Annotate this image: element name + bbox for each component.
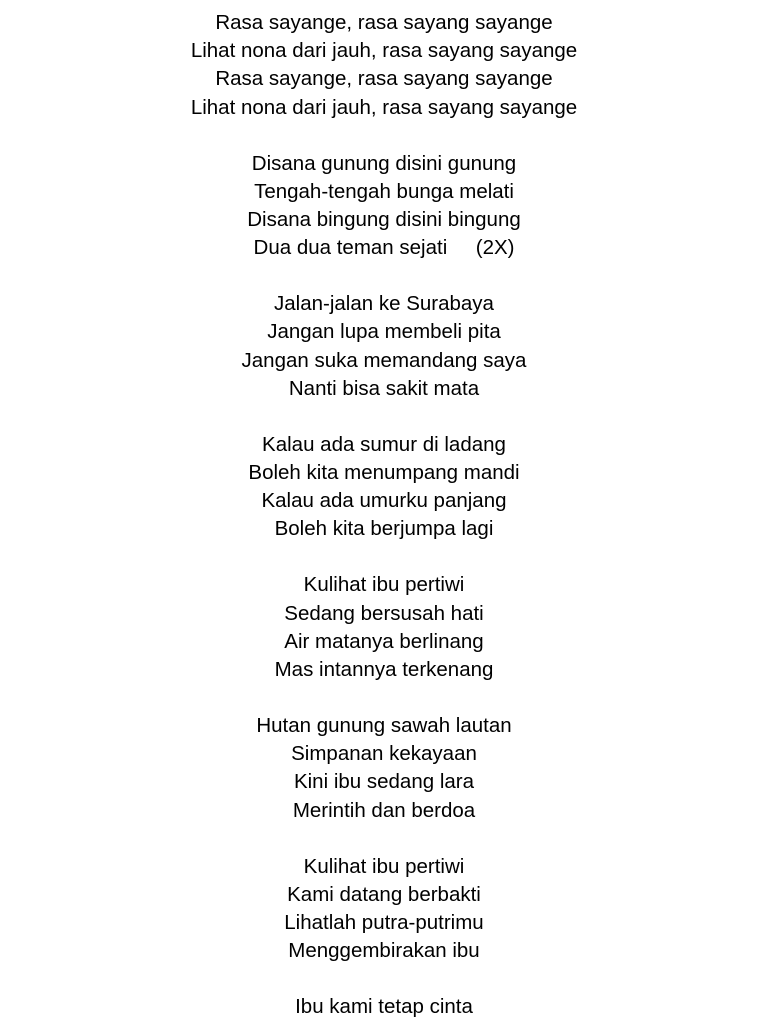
lyric-line: Kalau ada umurku panjang — [261, 489, 507, 513]
lyric-line: Lihat nona dari jauh, rasa sayang sayange — [190, 39, 578, 63]
stanza-6 — [0, 712, 768, 825]
lyric-line: Tengah-tengah bunga melati — [254, 179, 514, 203]
lyric-line: Boleh kita berjumpa lagi — [274, 517, 494, 541]
lyrics-text — [0, 9, 768, 1024]
lyric-line: Mas intannya terkenang — [274, 658, 494, 682]
lyric-line: Rasa sayange, rasa sayang sayange — [215, 11, 553, 34]
lyric-line: Simpanan kekayaan — [291, 742, 477, 766]
lyric-line: Nanti bisa sakit mata — [288, 376, 480, 400]
stanza-1 — [0, 9, 768, 122]
lyric-line: Menggembirakan ibu — [288, 939, 480, 963]
stanza-7 — [0, 853, 768, 966]
lyric-line: Jalan-jalan ke Surabaya — [274, 292, 494, 316]
stanza-4 — [0, 431, 768, 544]
lyric-line: Lihatlah putra-putrimu — [284, 911, 484, 935]
lyric-line: Sedang bersusah hati — [284, 601, 484, 625]
lyric-line: Dua dua teman sejati (2X) — [253, 236, 515, 260]
stanza-3 — [0, 290, 768, 403]
lyric-line: Kalau ada sumur di ladang — [262, 432, 506, 456]
stanza-8 — [0, 993, 768, 1021]
lyric-line: Kini ibu sedang lara — [293, 770, 475, 794]
stanza-5 — [0, 571, 768, 684]
lyric-line: Rasa sayange, rasa sayang sayange — [215, 67, 553, 91]
stanza-2 — [0, 150, 768, 263]
lyric-line: Disana bingung disini bingung — [247, 208, 521, 232]
lyric-line: Hutan gunung sawah lautan — [256, 714, 512, 738]
lyric-line: Air matanya berlinang — [284, 629, 484, 653]
lyric-line: Disana gunung disini gunung — [251, 151, 517, 175]
lyric-line: Kulihat ibu pertiwi — [303, 573, 465, 597]
lyric-line: Kami datang berbakti — [287, 882, 481, 906]
lyric-line: Boleh kita menumpang mandi — [248, 461, 520, 485]
lyric-line: Lihat nona dari jauh, rasa sayang sayange — [190, 95, 578, 119]
lyric-line: Merintih dan berdoa — [292, 798, 476, 822]
lyric-line: Jangan lupa membeli pita — [267, 320, 501, 344]
lyric-line: Kulihat ibu pertiwi — [303, 854, 465, 878]
lyric-line: Jangan suka memandang saya — [241, 348, 527, 372]
lyric-line: Ibu kami tetap cinta — [295, 995, 473, 1019]
